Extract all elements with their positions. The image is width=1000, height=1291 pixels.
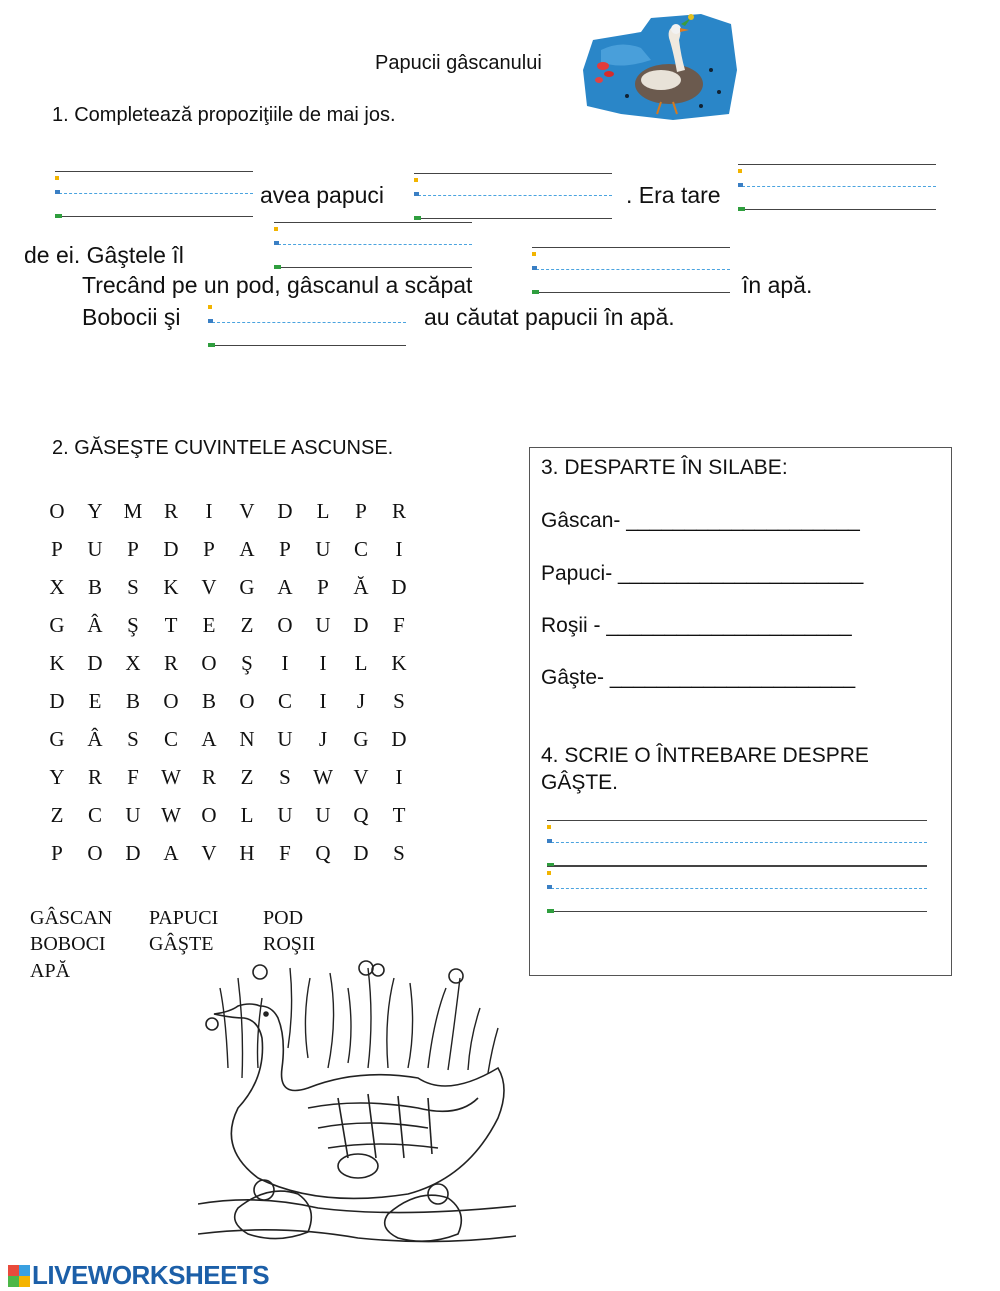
grid-row [38, 568, 418, 606]
grid-cell[interactable]: R [163, 650, 178, 675]
grid-cell[interactable]: U [87, 536, 103, 561]
grid-cell[interactable]: A [163, 840, 179, 865]
grid-cell[interactable]: H [239, 840, 255, 865]
grid-cell[interactable]: O [201, 650, 217, 675]
grid-cell[interactable]: D [163, 536, 179, 561]
brand-name: LIVEWORKSHEETS [32, 1260, 270, 1290]
grid-cell[interactable]: J [356, 688, 366, 713]
grid-cell[interactable]: U [277, 726, 293, 751]
grid-cell[interactable]: I [319, 650, 327, 675]
grid-cell[interactable]: O [163, 688, 179, 713]
sentence1-part2: . Era tare [626, 182, 721, 208]
grid-cell[interactable]: G [353, 726, 369, 751]
grid-cell[interactable]: C [353, 536, 368, 561]
grid-cell[interactable]: Â [87, 612, 103, 637]
sentence1-part1: avea papuci [260, 182, 385, 208]
grid-cell[interactable]: C [87, 802, 102, 827]
grid-cell[interactable]: S [279, 764, 291, 789]
answer-line-6[interactable] [208, 300, 406, 346]
grid-cell[interactable]: D [49, 688, 65, 713]
grid-cell[interactable]: A [239, 536, 255, 561]
grid-row [38, 606, 418, 644]
grid-cell[interactable]: Y [87, 498, 103, 523]
grid-cell[interactable]: E [88, 688, 102, 713]
syllable-blank[interactable]: _____________________ [606, 614, 852, 637]
syllable-row-gascan[interactable] [541, 509, 860, 533]
grid-cell[interactable]: S [127, 726, 139, 751]
grid-cell[interactable]: Â [87, 726, 103, 751]
question-line-2[interactable] [547, 866, 927, 912]
grid-cell[interactable]: K [49, 650, 65, 675]
grid-cell[interactable]: A [277, 574, 293, 599]
word-apa: APĂ [30, 960, 71, 982]
grid-cell[interactable]: W [161, 764, 181, 789]
grid-cell[interactable]: G [49, 726, 65, 751]
answer-line-1[interactable] [55, 171, 253, 217]
answer-line-3[interactable] [738, 164, 936, 210]
grid-cell[interactable]: O [277, 612, 293, 637]
sentence3-part2: în apă. [742, 272, 813, 298]
syllable-blank[interactable]: _____________________ [618, 562, 864, 585]
grid-cell[interactable]: L [354, 650, 368, 675]
grid-cell[interactable]: D [391, 574, 407, 599]
grid-cell[interactable]: S [393, 688, 405, 713]
grid-cell[interactable]: R [87, 764, 102, 789]
grid-cell[interactable]: P [127, 536, 139, 561]
task3-heading: 3. DESPARTE ÎN SILABE: [541, 456, 788, 479]
grid-cell[interactable]: D [125, 840, 141, 865]
grid-cell[interactable]: D [353, 612, 369, 637]
grid-cell[interactable]: G [49, 612, 65, 637]
grid-cell[interactable]: Y [49, 764, 65, 789]
sentence2-part1: de ei. Gâştele îl [24, 242, 184, 268]
grid-cell[interactable]: R [391, 498, 406, 523]
grid-cell[interactable]: B [201, 688, 216, 713]
grid-cell[interactable]: P [279, 536, 291, 561]
grid-cell[interactable]: D [353, 840, 369, 865]
grid-cell[interactable]: E [202, 612, 216, 637]
syllable-blank[interactable]: _____________________ [609, 666, 856, 689]
sentence3-part1: Trecând pe un pod, gâscanul a scăpat [82, 272, 473, 298]
grid-cell[interactable]: F [127, 764, 139, 789]
grid-cell[interactable]: F [279, 840, 291, 865]
grid-cell[interactable]: O [49, 498, 65, 523]
grid-cell[interactable]: Z [50, 802, 64, 827]
syllable-label: Roşii - [541, 614, 601, 637]
word-gascan: GÂSCAN [30, 907, 113, 929]
grid-cell[interactable]: I [319, 688, 327, 713]
grid-cell[interactable]: U [277, 802, 293, 827]
grid-cell[interactable]: V [201, 840, 217, 865]
syllable-label: Gâscan- [541, 509, 621, 532]
word-search-grid[interactable] [38, 492, 418, 872]
grid-cell[interactable]: Q [353, 802, 369, 827]
grid-row [38, 796, 418, 834]
grid-cell[interactable]: N [239, 726, 255, 751]
answer-line-2[interactable] [414, 173, 612, 219]
grid-row [38, 758, 418, 796]
word-papuci: PAPUCI [149, 907, 219, 929]
grid-cell[interactable]: L [240, 802, 254, 827]
grid-cell[interactable]: S [393, 840, 405, 865]
syllable-label: Gâşte- [541, 666, 605, 689]
grid-cell[interactable]: K [391, 650, 407, 675]
grid-cell[interactable]: Ş [127, 612, 139, 637]
syllable-row-papuci[interactable] [541, 562, 863, 586]
grid-cell[interactable]: P [51, 536, 63, 561]
grid-cell[interactable]: P [317, 574, 329, 599]
syllable-row-rosii[interactable] [541, 614, 852, 638]
grid-cell[interactable]: S [127, 574, 139, 599]
grid-cell[interactable]: P [355, 498, 367, 523]
grid-cell[interactable]: D [87, 650, 103, 675]
grid-cell[interactable]: I [205, 498, 213, 523]
page-title: Papucii gâscanului [375, 52, 542, 74]
grid-cell[interactable]: Q [315, 840, 331, 865]
syllable-blank[interactable]: ____________________ [626, 509, 860, 532]
grid-row [38, 644, 418, 682]
grid-cell[interactable]: R [163, 498, 178, 523]
grid-cell[interactable]: V [353, 764, 369, 789]
grid-row [38, 834, 418, 872]
grid-cell[interactable]: P [51, 840, 63, 865]
grid-cell[interactable]: I [395, 536, 403, 561]
goose-photo [581, 10, 739, 122]
grid-cell[interactable]: Ă [353, 574, 369, 599]
grid-cell[interactable]: R [201, 764, 216, 789]
word-pod: POD [263, 907, 304, 929]
grid-cell[interactable]: U [315, 802, 331, 827]
sentence4-part2: au căutat papucii în apă. [424, 304, 675, 330]
word-rosii: ROŞII [263, 933, 316, 955]
grid-cell[interactable]: V [201, 574, 217, 599]
question-line-1[interactable] [547, 820, 927, 866]
grid-cell[interactable]: M [123, 498, 143, 523]
grid-row [38, 492, 418, 530]
grid-cell[interactable]: U [125, 802, 141, 827]
grid-cell[interactable]: O [201, 802, 217, 827]
word-gaste: GÂŞTE [149, 933, 214, 955]
grid-cell[interactable]: V [239, 498, 255, 523]
task1-heading: 1. Completează propoziţiile de mai jos. [52, 104, 396, 126]
grid-cell[interactable]: B [87, 574, 102, 599]
grid-cell[interactable]: U [315, 612, 331, 637]
grid-cell[interactable]: Z [240, 612, 254, 637]
grid-cell[interactable]: K [163, 574, 179, 599]
grid-row [38, 720, 418, 758]
grid-cell[interactable]: W [161, 802, 181, 827]
answer-line-4[interactable] [274, 222, 472, 268]
sentence4-part1: Bobocii şi [82, 304, 181, 330]
grid-cell[interactable]: P [203, 536, 215, 561]
grid-cell[interactable]: T [164, 612, 178, 637]
grid-cell[interactable]: J [318, 726, 328, 751]
grid-cell[interactable]: X [49, 574, 65, 599]
grid-row [38, 682, 418, 720]
grid-cell[interactable]: D [391, 726, 407, 751]
grid-cell[interactable]: O [239, 688, 255, 713]
grid-row [38, 530, 418, 568]
grid-cell[interactable]: U [315, 536, 331, 561]
grid-cell[interactable]: A [201, 726, 217, 751]
grid-cell[interactable]: Z [240, 764, 254, 789]
liveworksheets-logo[interactable] [8, 1260, 269, 1291]
task4-heading-line1: 4. SCRIE O ÎNTREBARE DESPRE [541, 744, 869, 767]
grid-cell[interactable]: I [281, 650, 289, 675]
grid-cell[interactable]: C [163, 726, 178, 751]
syllable-label: Papuci- [541, 562, 613, 585]
syllable-row-gaste[interactable] [541, 666, 855, 690]
word-boboci: BOBOCI [30, 933, 106, 955]
grid-cell[interactable]: B [125, 688, 140, 713]
grid-cell[interactable]: T [392, 802, 406, 827]
grid-cell[interactable]: I [395, 764, 403, 789]
grid-cell[interactable]: D [277, 498, 293, 523]
grid-cell[interactable]: X [125, 650, 141, 675]
grid-cell[interactable]: G [239, 574, 255, 599]
grid-cell[interactable]: W [313, 764, 333, 789]
grid-cell[interactable]: F [393, 612, 405, 637]
task2-heading: 2. GĂSEŞTE CUVINTELE ASCUNSE. [52, 437, 394, 459]
grid-cell[interactable]: C [277, 688, 292, 713]
grid-cell[interactable]: L [316, 498, 330, 523]
goose-drawing [198, 958, 516, 1246]
answer-line-5[interactable] [532, 247, 730, 293]
grid-cell[interactable]: Ş [241, 650, 253, 675]
logo-icon [8, 1265, 30, 1287]
task4-heading-line2: GÂŞTE. [541, 771, 619, 794]
grid-cell[interactable]: O [87, 840, 103, 865]
